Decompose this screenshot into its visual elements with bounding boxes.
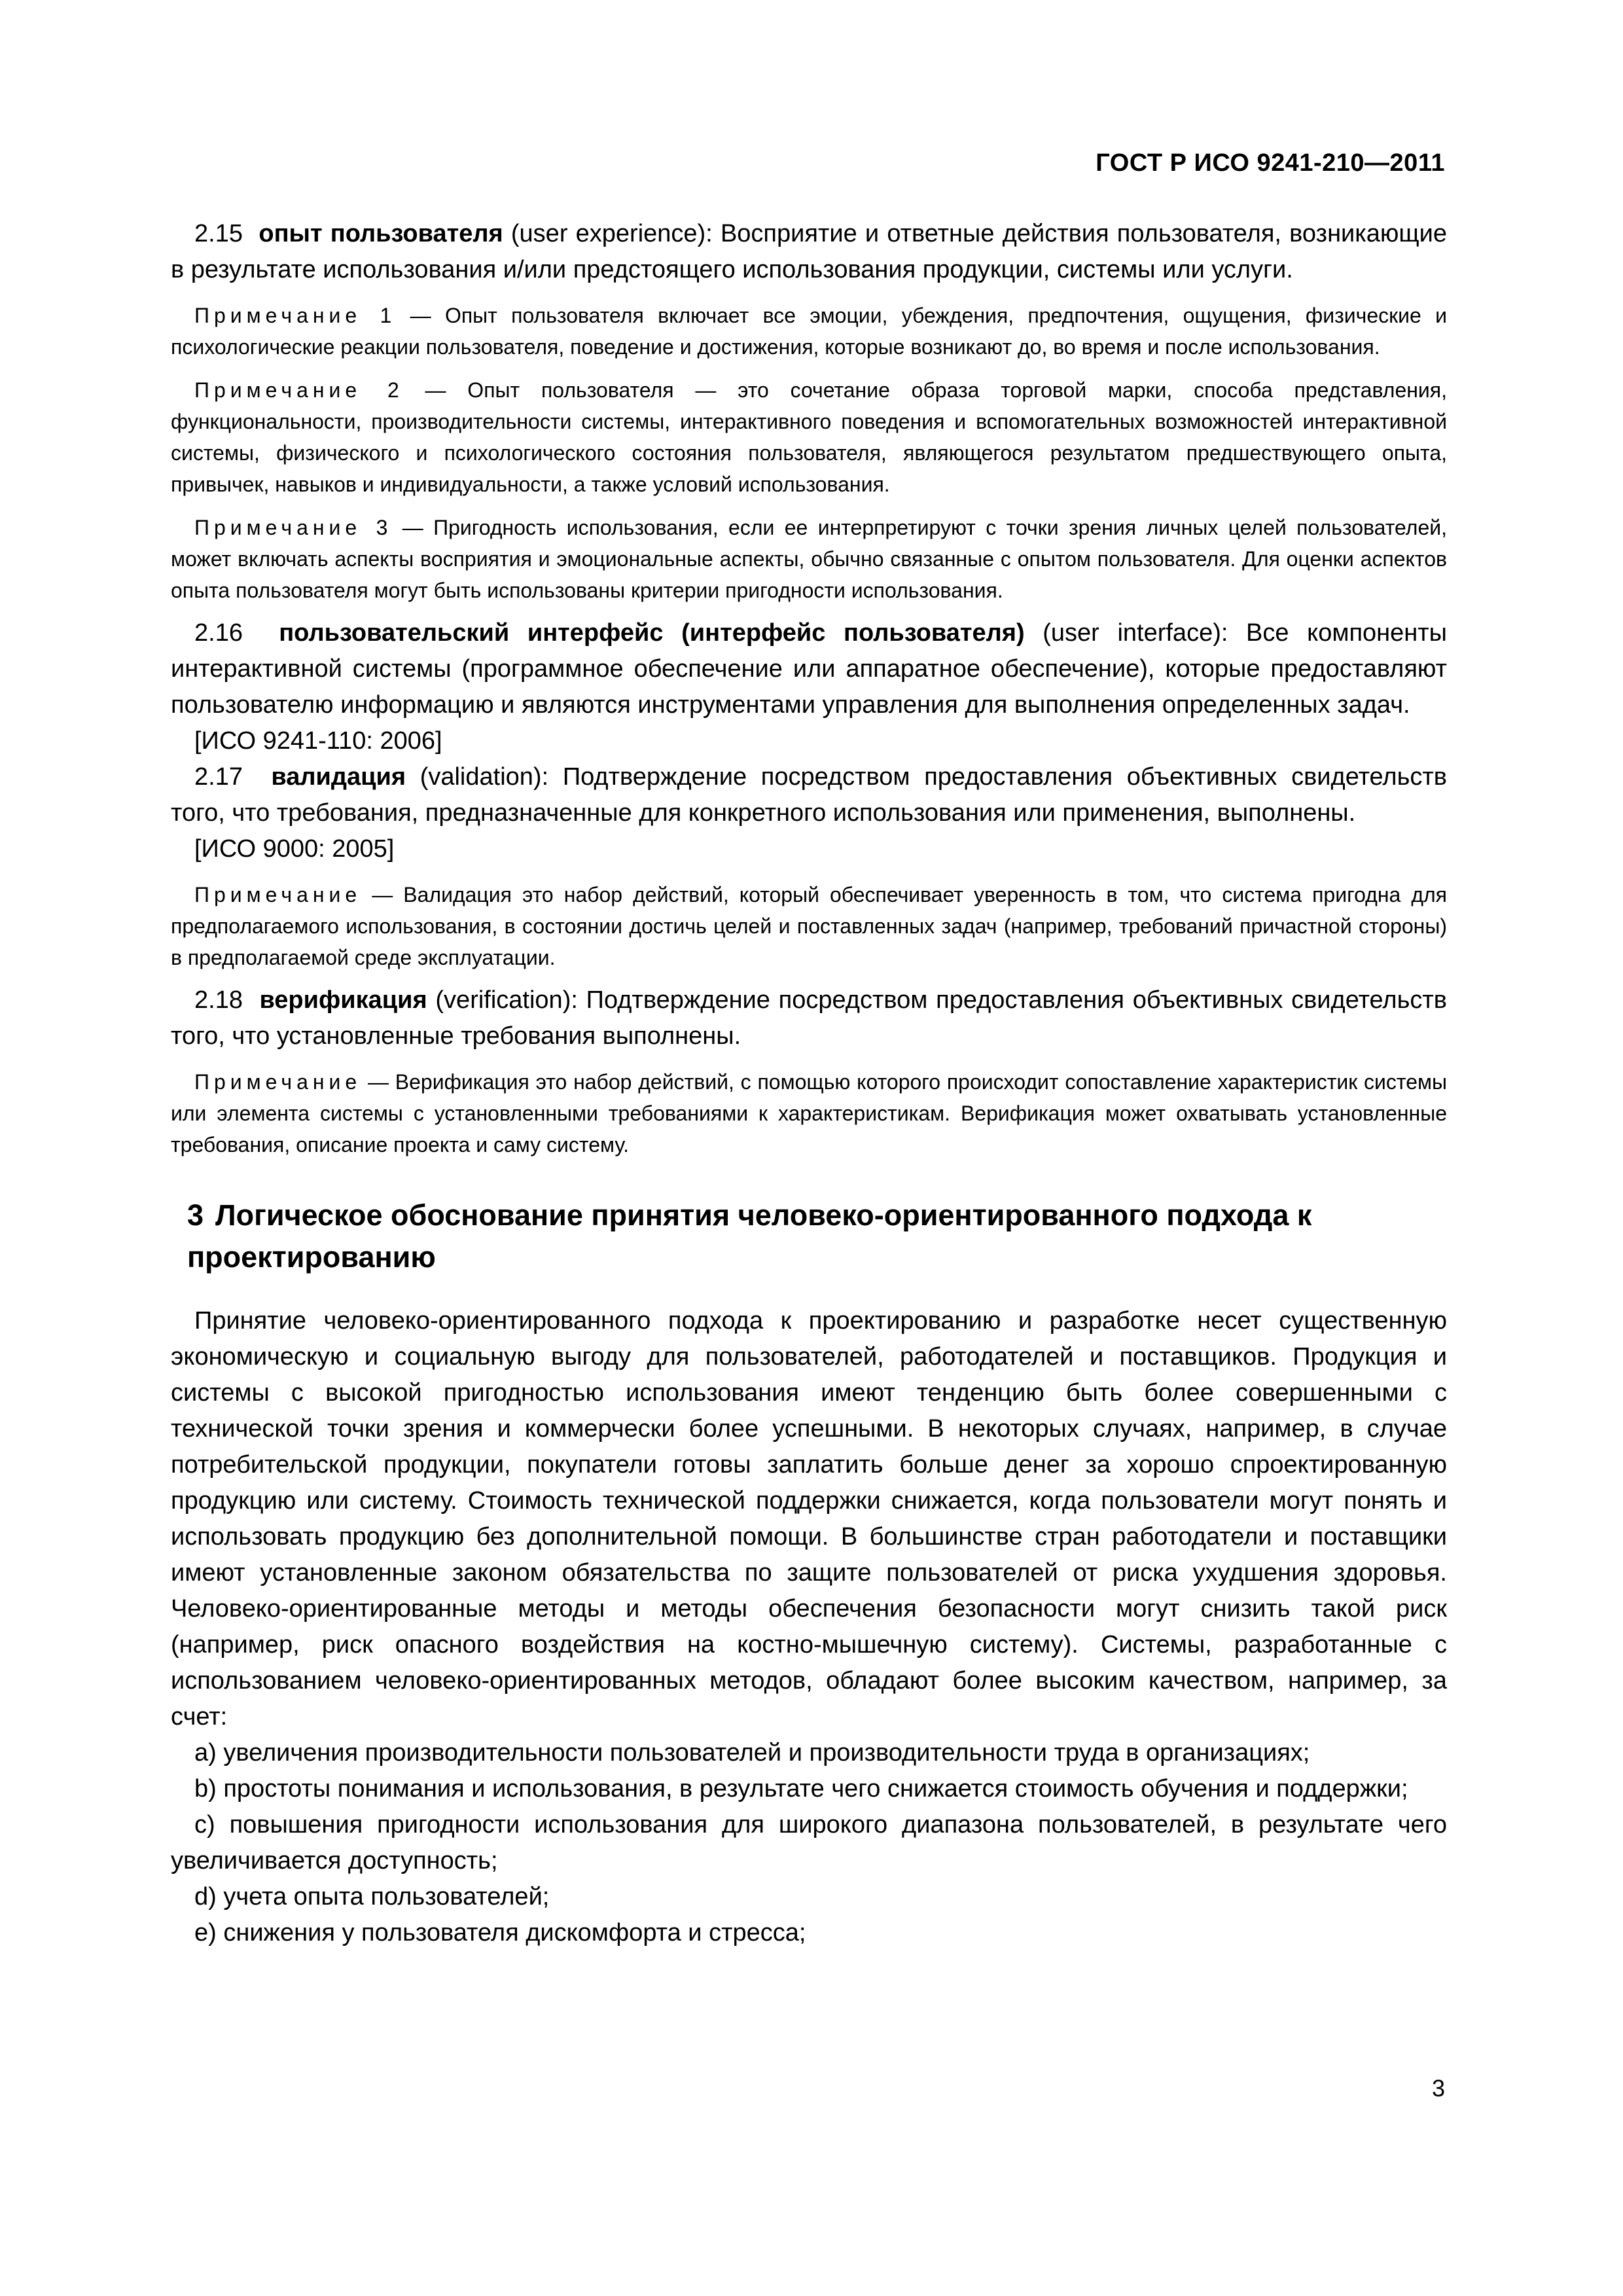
term-name: валидация [271, 763, 406, 791]
list-item-a: a) увеличения производительности пользователей и производительности труда в организациях; [194, 1739, 1310, 1767]
list-item-e: e) снижения у пользователя дискомфорта и стресса; [194, 1919, 806, 1946]
term-definition: (user experience): Восприятие и ответные действия пользователя, возникающие в результате использования и/или предстоящего использования продукции, системы или услуги. [171, 220, 1447, 283]
term-definition: (verification): Подтверждение посредством предоставления объективных свидетельств того, что установленные требования выполнены. [171, 986, 1447, 1050]
note-text: — Валидация это набор действий, который обеспечивает уверенность в том, что система пригодна для предполагаемого использования, в состоянии достичь целей и поставленных задач (например, требований причастной стороны) в предполагаемой среде эксплуатации. [171, 883, 1447, 969]
note-label: Примечание 2 [194, 378, 404, 402]
note-text: — Опыт пользователя — это сочетание образа торговой марки, способа представления, функциональности, производительности системы, интерактивного поведения и вспомогательных возможностей интерактивной системы, физического и психологического состояния пользователя, являющегося результатом предшествующего опыта, привычек, навыков и индивидуальности, а также условий использования. [171, 378, 1448, 496]
term-name: пользовательский интерфейс (интерфейс пользователя) [279, 619, 1025, 647]
note-text: — Пригодность использования, если ее интерпретируют с точки зрения личных целей пользователей, может включать аспекты восприятия и эмоциональные аспекты, обычно связанные с опытом пользователя. Для оценки аспектов опыта пользователя могут быть использованы критерии пригодности использования. [171, 516, 1448, 602]
section-title: Логическое обоснование принятия человеко-ориентированного подхода к проектированию [187, 1198, 1312, 1274]
list-item-c: c) повышения пригодности использования для широкого диапазона пользователей, в результате чего увеличивается доступность; [171, 1811, 1447, 1874]
term-number: 2.18 [194, 986, 243, 1014]
page-content [171, 216, 1447, 1951]
note-2-15-3 [171, 512, 1447, 606]
term-name: верификация [259, 986, 427, 1014]
term-name: опыт пользователя [259, 220, 503, 247]
note-text: — Опыт пользователя включает все эмоции, убеждения, предпочтения, ощущения, физические и психологические реакции пользователя, поведение и достижения, которые возникают до, во время и после использования. [171, 304, 1448, 359]
list-item-b: b) простоты понимания и использования, в результате чего снижается стоимость обучения и поддержки; [194, 1775, 1408, 1803]
term-2-15 [171, 216, 1447, 288]
section-3-heading [171, 1194, 1447, 1278]
reference-2-17: [ИСО 9000: 2005] [194, 835, 395, 863]
note-2-15-2 [171, 374, 1447, 500]
section-number: 3 [187, 1198, 204, 1232]
note-label: Примечание [194, 883, 362, 906]
term-number: 2.16 [194, 619, 243, 647]
page-number: 3 [1431, 2075, 1445, 2102]
note-text: — Верификация это набор действий, с помощью которого происходит сопоставление характеристик системы или элемента системы с установленными требованиями к характеристикам. Верификация может охватывать установленные требования, описание проекта и саму систему. [171, 1070, 1447, 1157]
note-label: Примечание 1 [194, 304, 397, 327]
note-2-17 [171, 879, 1447, 973]
note-label: Примечание 3 [194, 516, 393, 539]
note-label: Примечание [194, 1070, 362, 1094]
note-2-18 [171, 1066, 1447, 1160]
term-2-18 [171, 982, 1447, 1054]
list-item-d: d) учета опыта пользователей; [194, 1883, 550, 1910]
document-code-header: ГОСТ Р ИСО 9241-210—2011 [1096, 149, 1445, 177]
term-definition: (user interface): Все компоненты интерактивной системы (программное обеспечение или аппаратное обеспечение), которые предоставляют пользователю информацию и являются инструментами управления для выполнения определенных задач. [171, 619, 1447, 719]
term-number: 2.15 [194, 220, 243, 247]
term-2-16 [171, 615, 1447, 723]
note-2-15-1 [171, 300, 1447, 363]
term-2-17 [171, 759, 1447, 831]
term-number: 2.17 [194, 763, 243, 791]
term-definition: (validation): Подтверждение посредством предоставления объективных свидетельств того, что требования, предназначенные для конкретного использования или применения, выполнены. [171, 763, 1447, 827]
reference-2-16: [ИСО 9241-110: 2006] [194, 727, 442, 755]
section-3-body: Принятие человеко-ориентированного подхода к проектированию и разработке несет существенную экономическую и социальную выгоду для пользователей, работодателей и поставщиков. Продукция и системы с высокой пригодностью использования имеют тенденцию быть более совершенными с технической точки зрения и коммерчески более успешными. В некоторых случаях, например, в случае потребительской продукции, покупатели готовы заплатить больше денег за хорошо спроектированную продукцию или систему. Стоимость технической поддержки снижается, когда пользователи могут понять и использовать продукцию без дополнительной помощи. В большинстве стран работодатели и поставщики имеют установленные законом обязательства по защите пользователей от риска ухудшения здоровья. Человеко-ориентированные методы и методы обеспечения безопасности могут снизить такой риск (например, риск опасного воздействия на костно-мышечную систему). Системы, разработанные с использованием человеко-ориентированных методов, обладают более высоким качеством, например, за счет: [171, 1307, 1447, 1731]
